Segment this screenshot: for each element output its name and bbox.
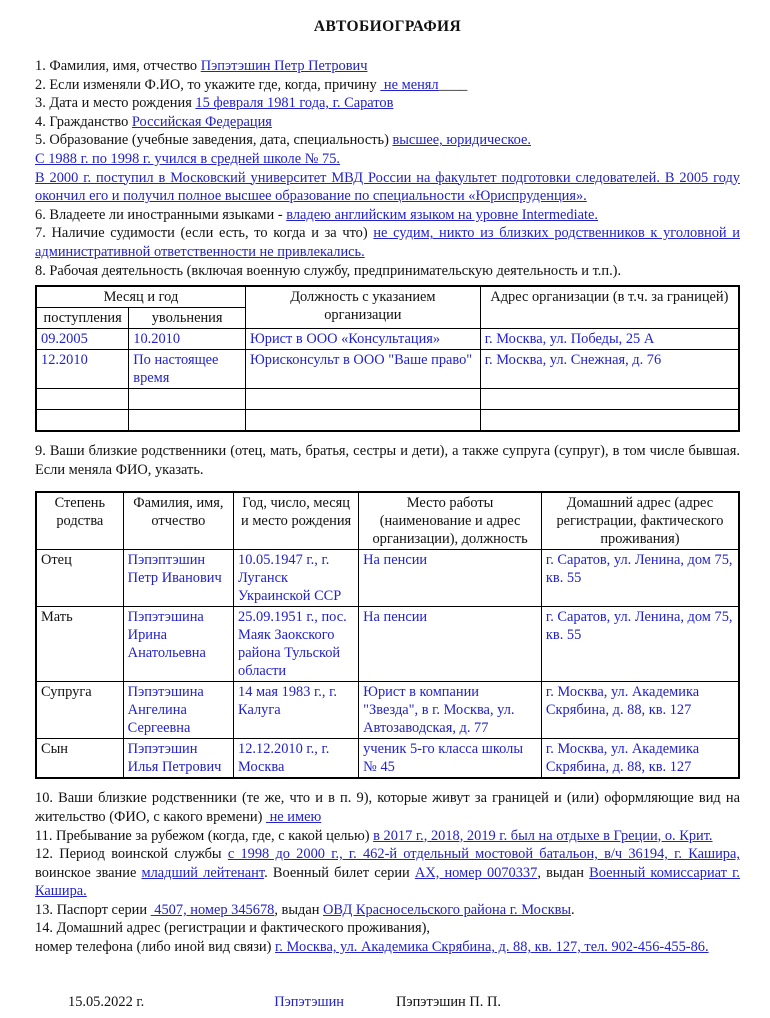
field-label: 4. Гражданство bbox=[35, 113, 132, 130]
relative-name-cell: Пэпэтэшина Ирина Анатольевна bbox=[123, 607, 233, 682]
field-label: 12. Период воинской службы bbox=[35, 846, 228, 863]
relative-address-cell: г. Саратов, ул. Ленина, дом 75, кв. 55 bbox=[541, 550, 739, 607]
signature-date: 15.05.2022 г. bbox=[68, 993, 145, 1010]
field-label: . bbox=[571, 901, 575, 918]
work-table-cell bbox=[129, 389, 246, 410]
work-table-cell: 12.2010 bbox=[36, 350, 129, 389]
field-label: 10. Ваши близкие родственники (те же, что и в п. 9), которые живут за границей и (или) оформляющие вид на жительство (ФИО, с какого времени) bbox=[35, 790, 740, 825]
field-value: ОВД Красносельского района г. Москвы bbox=[323, 901, 572, 918]
relative-birth-cell: 14 мая 1983 г., г. Калуга bbox=[234, 682, 359, 739]
form-line bbox=[35, 131, 740, 150]
top-fields-section bbox=[35, 57, 740, 280]
field-value: не имею bbox=[265, 808, 322, 825]
field-label: , выдан bbox=[537, 864, 590, 881]
work-table-cell bbox=[36, 389, 129, 410]
relative-address-cell: г. Саратов, ул. Ленина, дом 75, кв. 55 bbox=[541, 607, 739, 682]
form-line bbox=[35, 169, 740, 206]
relatives-header-cell: Степень родства bbox=[36, 492, 123, 550]
form-line bbox=[35, 442, 740, 479]
work-header-month-year: Месяц и год bbox=[36, 286, 245, 308]
signature-row bbox=[35, 993, 740, 1012]
form-line bbox=[35, 845, 740, 901]
relatives-header-row bbox=[36, 492, 739, 550]
field-label: 7. Наличие судимости (если есть, то когда и за что) bbox=[35, 225, 374, 242]
field-label: 9. Ваши близкие родственники (отец, мать, братья, сестры и дети), а также супруга (супруг), в том числе бывшая. Если меняла ФИО, указать. bbox=[35, 443, 740, 478]
relative-name-cell: Пэпэтэшина Ангелина Сергеевна bbox=[123, 682, 233, 739]
work-history-table bbox=[35, 285, 740, 432]
form-line bbox=[35, 76, 740, 95]
form-line bbox=[35, 224, 740, 261]
relatives-table-row bbox=[36, 607, 739, 682]
relatives-table bbox=[35, 491, 740, 779]
field-value: Военный комиссариат г. Кашира. bbox=[35, 864, 741, 900]
relative-birth-cell: 12.12.2010 г., г. Москва bbox=[234, 739, 359, 779]
form-line bbox=[35, 901, 740, 920]
field-label: 14. Домашний адрес (регистрации и фактического проживания), bbox=[35, 920, 430, 937]
field-label: , выдан bbox=[274, 901, 324, 918]
field-label: 1. Фамилия, имя, отчество bbox=[35, 58, 201, 74]
field-value: В 2000 г. поступил в Московский университет МВД России на факультет подготовки следователей. В 2005 году окончил его и получил полное высшее образование по специальности «Юриспруденция». bbox=[35, 169, 740, 205]
work-table-cell: г. Москва, ул. Победы, 25 А bbox=[480, 329, 739, 350]
field-value: с 1998 до 2000 г., г. 462-й отдельный мостовой батальон, в/ч 36194, г. Кашира, bbox=[227, 846, 740, 863]
field-value: в 2017 г., 2018, 2019 г. был на отдыхе в Греции, о. Крит. bbox=[373, 827, 713, 844]
field-value: С 1988 г. по 1998 г. учился в средней школе № 75. bbox=[35, 150, 341, 167]
work-table-row bbox=[36, 410, 739, 432]
relatives-table-row bbox=[36, 682, 739, 739]
form-line bbox=[35, 938, 740, 957]
relative-relation-cell: Отец bbox=[36, 550, 123, 607]
work-table-cell bbox=[480, 389, 739, 410]
work-table-cell bbox=[245, 389, 480, 410]
work-table-cell: 10.2010 bbox=[129, 329, 246, 350]
relatives-header-cell: Место работы (наименование и адрес организации), должность bbox=[359, 492, 542, 550]
form-line bbox=[35, 150, 740, 169]
field-value: АХ, номер 0070337 bbox=[414, 864, 538, 881]
form-line bbox=[35, 827, 740, 846]
signature-fullname: Пэпэтэшин П. П. bbox=[396, 993, 501, 1010]
form-line bbox=[35, 94, 740, 113]
form-line bbox=[35, 789, 740, 826]
field-value: Российская Федерация bbox=[131, 113, 272, 130]
work-header-address: Адрес организации (в т.ч. за границей) bbox=[480, 286, 739, 329]
field-label: 3. Дата и место рождения bbox=[35, 95, 196, 112]
field-label: ____ bbox=[438, 76, 468, 93]
relative-birth-cell: 25.09.1951 г., пос. Маяк Заокского района Тульской области bbox=[234, 607, 359, 682]
field-label: 8. Рабочая деятельность (включая военную службу, предпринимательскую деятельность и т.п.). bbox=[35, 262, 622, 279]
work-header-row bbox=[36, 286, 739, 308]
relatives-header-cell: Фамилия, имя, отчество bbox=[123, 492, 233, 550]
work-header-end: увольнения bbox=[129, 308, 246, 329]
field-value: высшее, юридическое. bbox=[392, 132, 532, 149]
field-label: . Военный билет серии bbox=[264, 864, 415, 881]
relative-name-cell: Пэпэптэшин Петр Иванович bbox=[123, 550, 233, 607]
relative-work-cell: ученик 5-го класса школы № 45 bbox=[359, 739, 542, 779]
work-table-body bbox=[36, 329, 739, 432]
relatives-table-body bbox=[36, 550, 739, 779]
form-line bbox=[35, 919, 740, 938]
work-table-cell: Юрисконсульт в ООО "Ваше право" bbox=[245, 350, 480, 389]
form-line bbox=[35, 206, 740, 225]
field-value: 15 февраля 1981 года, г. Саратов bbox=[195, 95, 394, 112]
relatives-table-row bbox=[36, 550, 739, 607]
form-line bbox=[35, 262, 740, 281]
work-table-cell: Юрист в ООО «Консультация» bbox=[245, 329, 480, 350]
relatives-table-row bbox=[36, 739, 739, 779]
field-value: Пэпэтэшин Петр Петрович bbox=[200, 58, 368, 74]
work-header-position: Должность с указанием организации bbox=[245, 286, 480, 329]
work-table-cell bbox=[245, 410, 480, 432]
field-label: 11. Пребывание за рубежом (когда, где, с какой целью) bbox=[35, 827, 374, 844]
field-label: 13. Паспорт серии bbox=[35, 901, 151, 918]
field-label: воинское звание bbox=[35, 864, 142, 881]
relatives-header-cell: Домашний адрес (адрес регистрации, фактического проживания) bbox=[541, 492, 739, 550]
relative-work-cell: На пенсии bbox=[359, 550, 542, 607]
relative-relation-cell: Мать bbox=[36, 607, 123, 682]
relative-birth-cell: 10.05.1947 г., г. Луганск Украинской ССР bbox=[234, 550, 359, 607]
field-label: 6. Владеете ли иностранными языками - bbox=[35, 206, 287, 223]
work-table-cell: 09.2005 bbox=[36, 329, 129, 350]
field-value: младший лейтенант bbox=[141, 864, 265, 881]
form-line bbox=[35, 113, 740, 132]
relative-work-cell: Юрист в компании "Звезда", в г. Москва, ул. Автозаводская, д. 77 bbox=[359, 682, 542, 739]
document-title: АВТОБИОГРАФИЯ bbox=[313, 18, 462, 35]
relative-relation-cell: Супруга bbox=[36, 682, 123, 739]
field-label: 2. Если изменяли Ф.ИО, то укажите где, когда, причину bbox=[35, 76, 381, 93]
relative-address-cell: г. Москва, ул. Академика Скрябина, д. 88, кв. 127 bbox=[541, 682, 739, 739]
bottom-fields-section bbox=[35, 789, 740, 956]
field-value: 4507, номер 345678 bbox=[150, 901, 275, 918]
work-table-cell bbox=[36, 410, 129, 432]
relative-relation-cell: Сын bbox=[36, 739, 123, 779]
relative-address-cell: г. Москва, ул. Академика Скрябина, д. 88, кв. 127 bbox=[541, 739, 739, 779]
field-value: не менял bbox=[380, 76, 439, 93]
signature-autograph: Пэпэтэшин bbox=[274, 993, 344, 1010]
relative-name-cell: Пэпэтэшин Илья Петрович bbox=[123, 739, 233, 779]
work-table-row bbox=[36, 389, 739, 410]
field-value: владею английским языком на уровне Intermediate. bbox=[286, 206, 598, 223]
field-value: г. Москва, ул. Академика Скрябина, д. 88, кв. 127, тел. 902-456-455-86. bbox=[275, 939, 709, 956]
relatives-header-cell: Год, число, месяц и место рождения bbox=[234, 492, 359, 550]
work-table-cell: По настоящее время bbox=[129, 350, 246, 389]
work-table-cell bbox=[129, 410, 246, 432]
relatives-intro-section bbox=[35, 442, 740, 479]
field-value: не судим, никто из близких родственников к уголовной и административной ответственности не привлекались. bbox=[35, 225, 740, 260]
work-header-start: поступления bbox=[36, 308, 129, 329]
work-table-row bbox=[36, 350, 739, 389]
work-table-row bbox=[36, 329, 739, 350]
field-label: номер телефона (либо иной вид связи) bbox=[35, 939, 276, 956]
field-label: 5. Образование (учебные заведения, дата, специальность) bbox=[35, 132, 393, 149]
work-table-cell: г. Москва, ул. Снежная, д. 76 bbox=[480, 350, 739, 389]
relative-work-cell: На пенсии bbox=[359, 607, 542, 682]
work-table-cell bbox=[480, 410, 739, 432]
form-line bbox=[35, 57, 740, 76]
